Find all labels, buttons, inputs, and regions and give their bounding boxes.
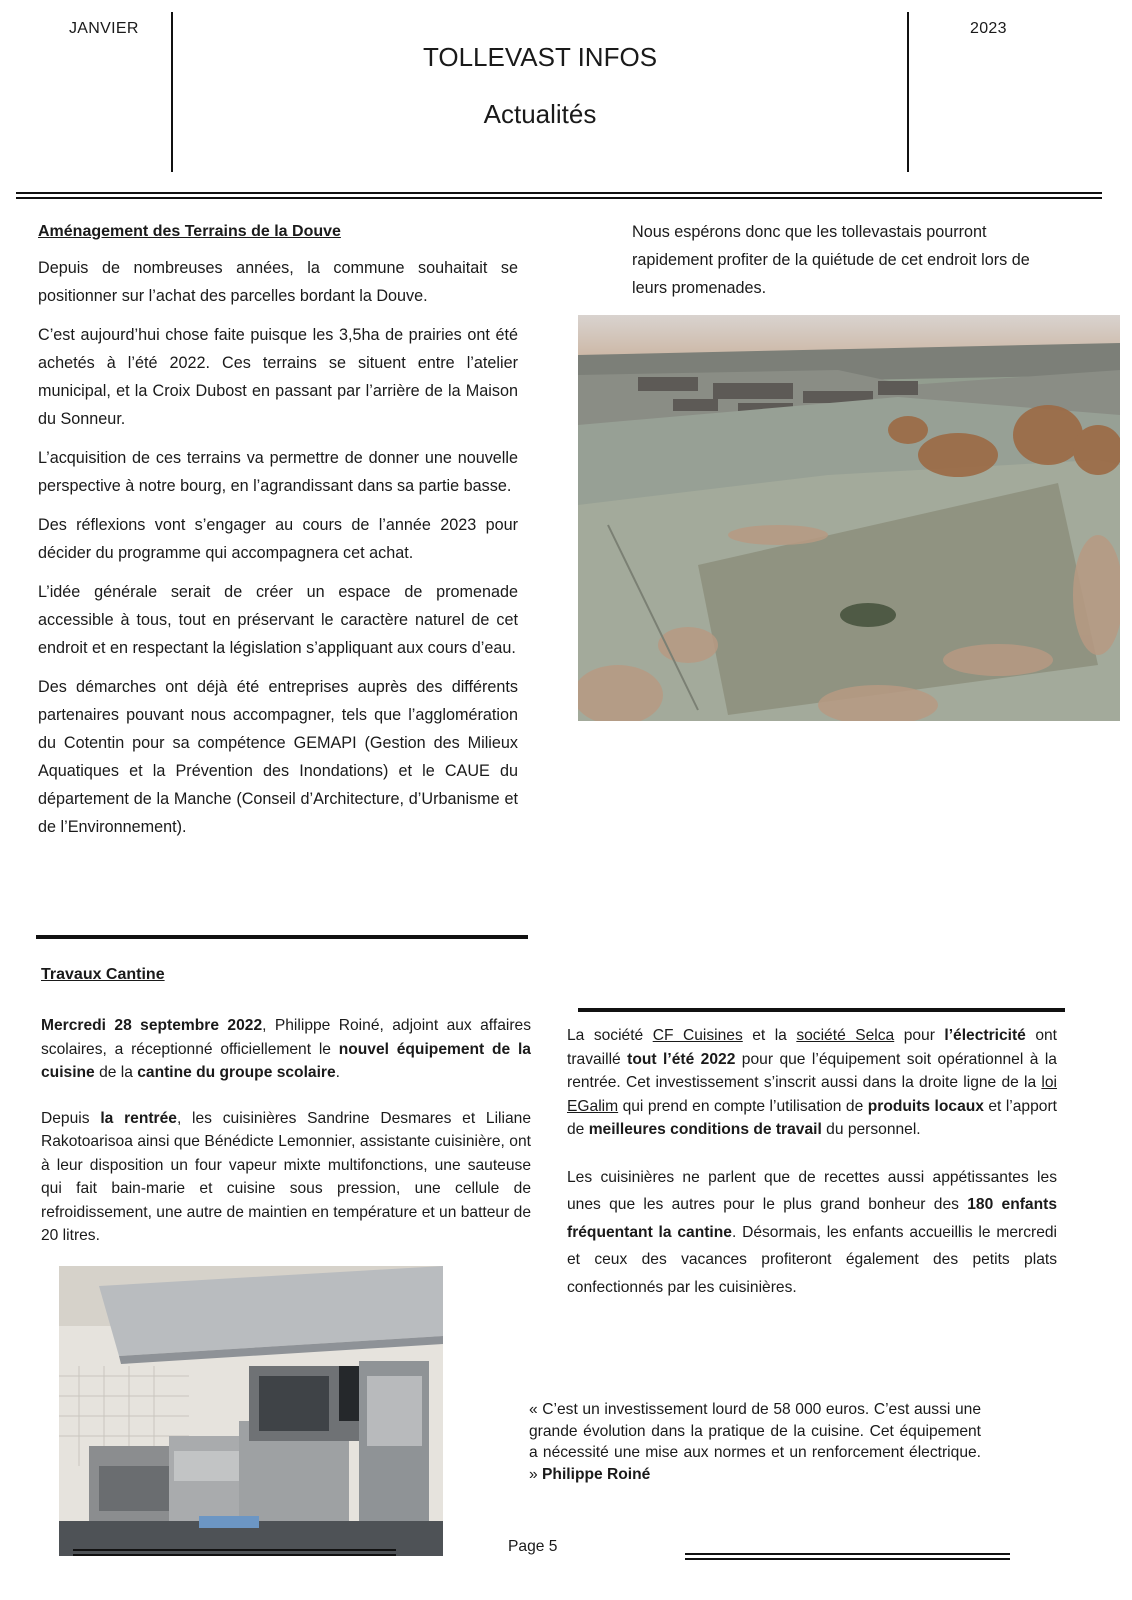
quote-block [529, 1399, 981, 1485]
article-cantine-paragraph: La société CF Cuisines et la société Selca pour l’électricité ont travaillé tout l’été 2022 pour que l’équipement soit opérationnel à la rentrée. Cet investissement s’inscrit aussi dans la droite ligne de la loi EGalim qui prend en compte l’utilisation de produits locaux et l’apport de meilleures conditions de travail du personnel. [567, 1027, 1058, 1138]
article-douve-paragraph: L’idée générale serait de créer un espace de promenade accessible à tous, tout en préservant le caractère naturel de cet endroit et en respectant la législation s’appliquant aux cours d’eau. [38, 583, 518, 657]
quote-text: « C’est un investissement lourd de 58 000 euros. C’est aussi une grande évolution dans la pratique de la cuisine. Cet équipement a nécessité une mise aux normes et un renforcement électrique. » [529, 1401, 981, 1483]
article-douve-right-paragraph: Nous espérons donc que les tollevastais pourront rapidement profiter de la quiétude de cet endroit lors de leurs promenades. [632, 223, 1030, 297]
header-rule [16, 192, 1102, 199]
header-month: JANVIER [69, 20, 139, 37]
header-year: 2023 [970, 20, 1007, 37]
footer-rule-right [685, 1553, 1010, 1560]
article-douve-paragraph: Depuis de nombreuses années, la commune souhaitait se positionner sur l’achat des parcelles bordant la Douve. [38, 259, 518, 305]
page-number: Page 5 [508, 1538, 558, 1555]
section-title: Actualités [483, 99, 597, 129]
article-douve-paragraph: Des réflexions vont s’engager au cours de l’année 2023 pour décider du programme qui accompagnera cet achat. [38, 516, 518, 562]
newsletter-title: TOLLEVAST INFOS [422, 42, 658, 72]
header-divider-right [907, 12, 909, 172]
article-douve-paragraph: C’est aujourd’hui chose faite puisque les 3,5ha de prairies ont été achetés à l’été 2022. Ces terrains se situent entre l’atelier municipal, et la Croix Dubost en passant par l’arrière de la Maison du Sonneur. [38, 326, 518, 428]
article-cantine-paragraph: Les cuisinières ne parlent que de recettes aussi appétissantes les unes que les autres pour le plus grand bonheur des 180 enfants fréquentant la cantine. Désormais, les enfants accueillis le mercredi et ceux des vacances profiteront également des petits plats confectionnés par les cuisinières. [567, 1168, 1058, 1296]
kitchen-equipment-image [59, 1266, 443, 1556]
article-douve-paragraph: L’acquisition de ces terrains va permettre de donner une nouvelle perspective à notre bourg, en l’agrandissant dans sa partie basse. [38, 449, 518, 495]
footer-rule-left [73, 1549, 396, 1556]
quote-author: Philippe Roiné [542, 1465, 651, 1483]
aerial-fields-image [578, 315, 1120, 721]
aerial-fields-photo [578, 315, 1120, 721]
article-douve-left-column [38, 218, 518, 852]
article-douve-heading: Aménagement des Terrains de la Douve [38, 223, 341, 240]
article-cantine-right-column [567, 1024, 1057, 1323]
article-cantine-left-column [41, 1014, 531, 1270]
article-separator-left [36, 935, 528, 939]
article-separator-right [578, 1008, 1065, 1012]
article-douve-paragraph: Des démarches ont déjà été entreprises auprès des différents partenaires pouvant nous accompagner, tels que l’agglomération du Cotentin pour sa compétence GEMAPI (Gestion des Milieux Aquatiques et la Prévention des Inondations) et le CAUE du département de la Manche (Conseil d’Architecture, d’Urbanisme et de l’Environnement). [38, 678, 518, 836]
header-title-block [173, 42, 907, 130]
kitchen-equipment-photo [59, 1266, 443, 1556]
article-cantine-heading: Travaux Cantine [41, 966, 165, 983]
article-cantine-paragraph: Depuis la rentrée, les cuisinières Sandrine Desmares et Liliane Rakotoarisoa ainsi que Bénédicte Lemonnier, assistante cuisinière, ont à leur disposition un four vapeur mixte multifonctions, une sauteuse qui fait bain-marie et cuisine sous pression, une cellule de refroidissement, une autre de maintien en température et un batteur de 20 litres. [41, 1109, 531, 1244]
article-cantine-paragraph: Mercredi 28 septembre 2022, Philippe Roiné, adjoint aux affaires scolaires, a réceptionné officiellement le nouvel équipement de la cuisine de la cantine du groupe scolaire. [41, 1017, 531, 1081]
